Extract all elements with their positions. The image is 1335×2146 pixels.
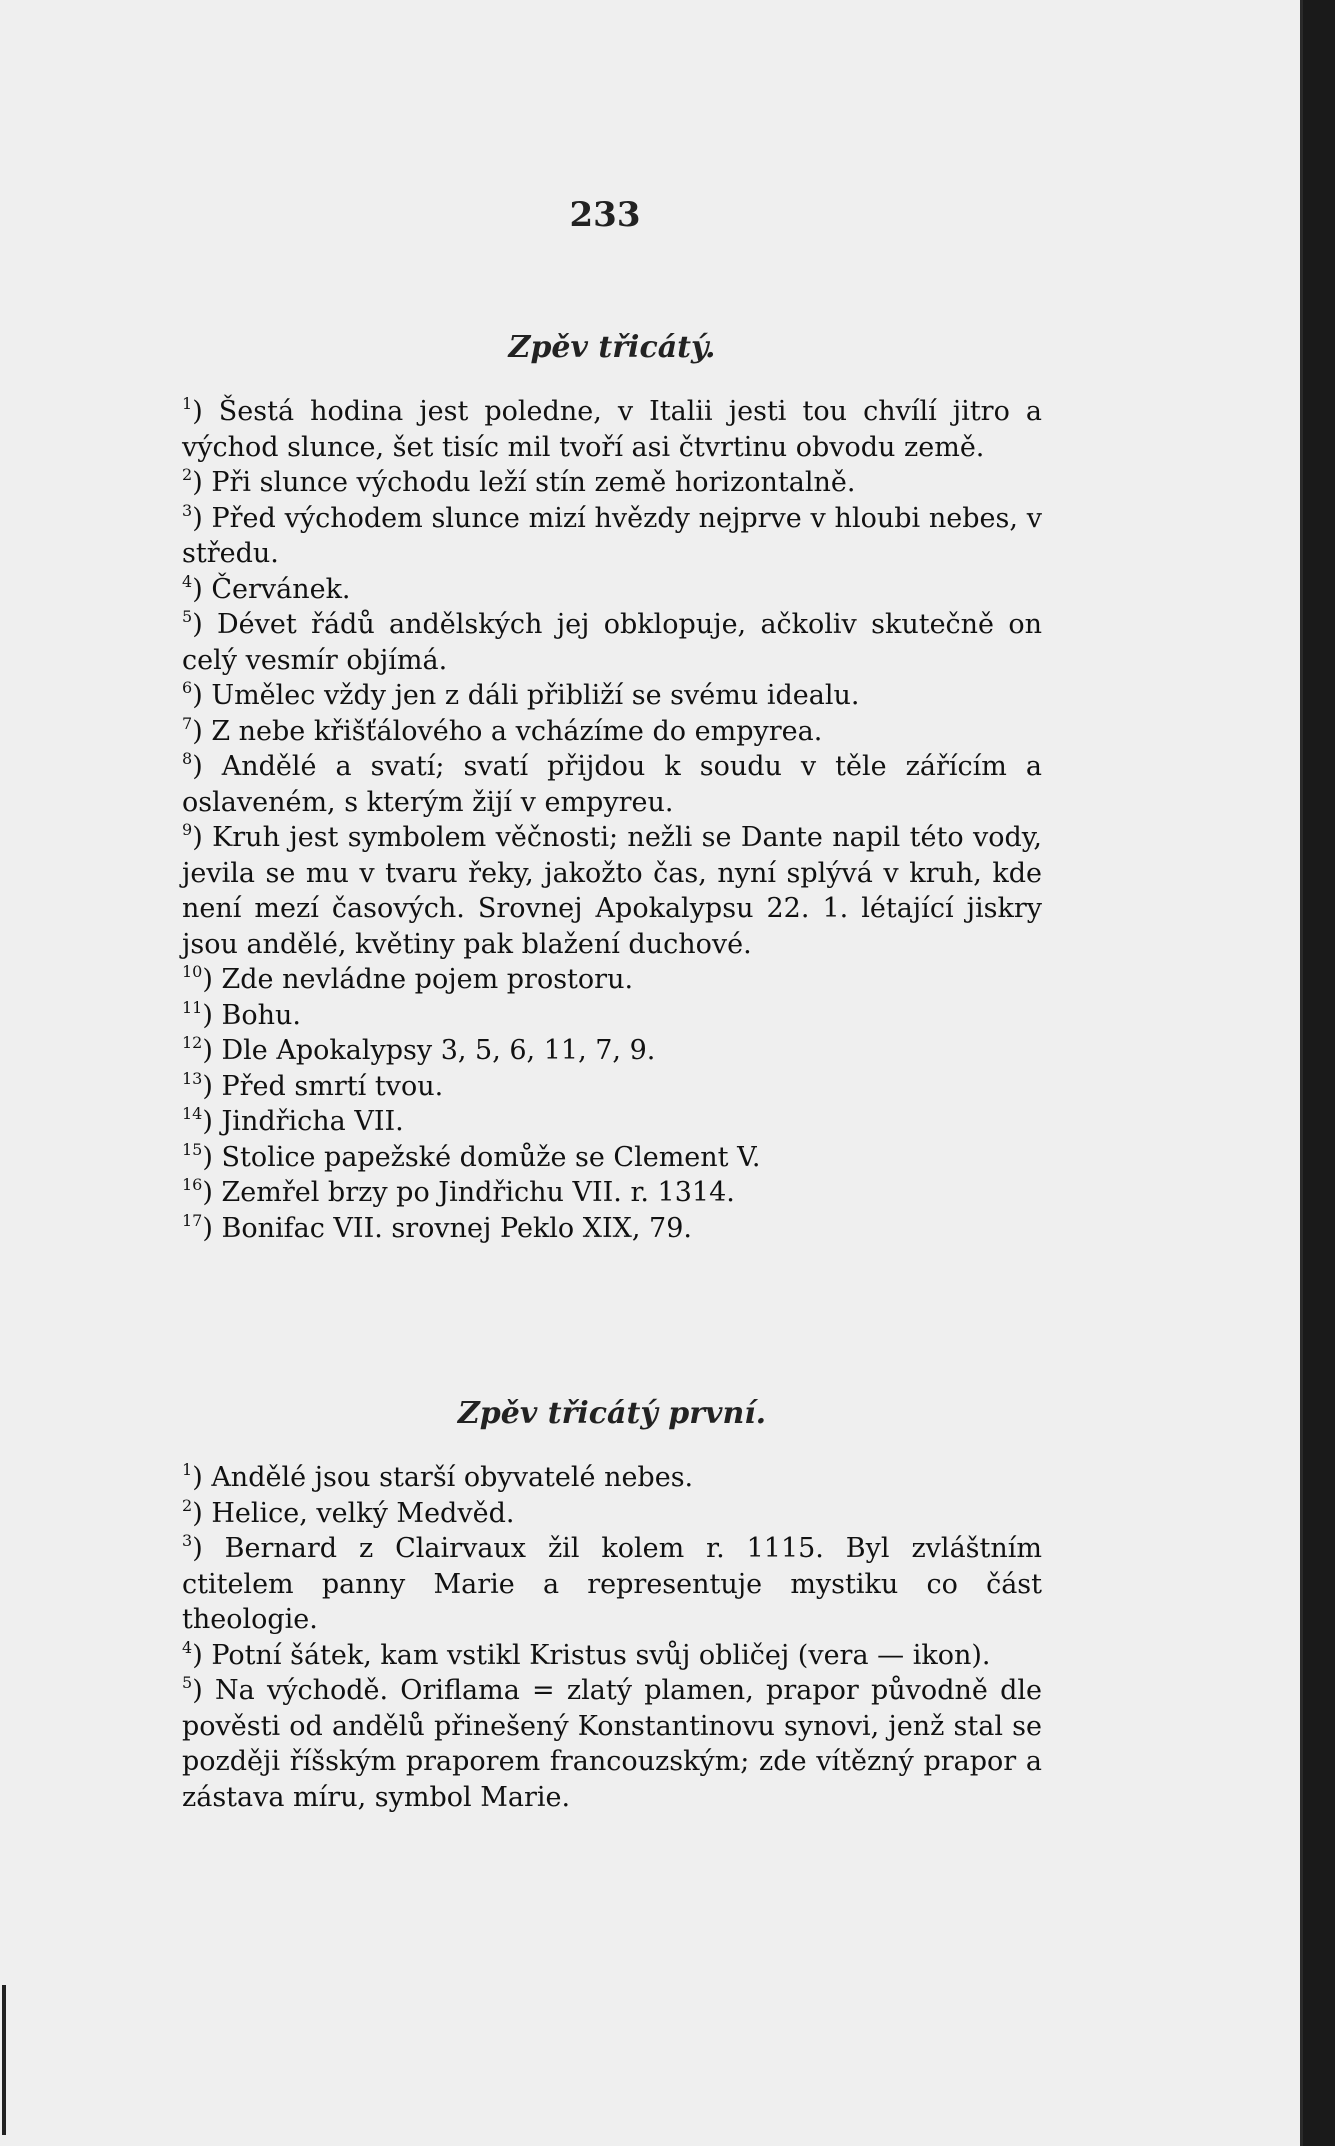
footnote-text: Helice, velký Medvěd. bbox=[211, 1497, 515, 1529]
footnote-number: 3 bbox=[182, 1531, 193, 1550]
footnote: $^9$) Kruh jest symbolem věčnosti; nežli se Dante napil této vody, jevila se mu v tvaru řeky, jakožto čas, nyní splývá v kruh, kde není mezí časových. Srovnej Apokalypsu 22. 1. létající jiskry jsou andělé, květiny pak blažení duchové. bbox=[182, 820, 1042, 960]
footnote: $^4$) Potní šátek, kam vstikl Kristus svůj obličej (vera — ikon). bbox=[182, 1637, 991, 1671]
footnote-number: 13 bbox=[182, 1068, 203, 1088]
footnote-text: Na východě. Oriflama = zlatý plamen, prapor původně dle pověsti od andělů přinešený Konstantinovu synovi, jenž stal se později říšským praporem francouzským; zde vítězný prapor a zástava míru, symbol Marie. bbox=[182, 1675, 1042, 1813]
page-number: 233 bbox=[569, 195, 641, 235]
footnote-text: Dévet řádů andělských jej obklopuje, ačkoliv skutečně on celý vesmír objímá. bbox=[182, 609, 1042, 676]
footnote-text: Šestá hodina jest poledne, v Italii jesti tou chvílí jitro a východ slunce, šet tisíc mil tvoří asi čtvrtinu obvodu země. bbox=[182, 396, 1042, 463]
footnote-text: Andělé a svatí; svatí přijdou k soudu v těle zářícím a oslaveném, s kterým žijí v empyreu. bbox=[182, 751, 1042, 818]
footnote-number: 17 bbox=[182, 1210, 203, 1230]
footnote-number: 2 bbox=[182, 1495, 193, 1515]
section-title: Zpěv třicátý. bbox=[508, 330, 716, 365]
footnote-text: Bonifac VII. srovnej Peklo XIX, 79. bbox=[221, 1212, 692, 1244]
footnote: $^{17}$) Bonifac VII. srovnej Peklo XIX, 79. bbox=[182, 1210, 692, 1244]
footnote-number: 7 bbox=[182, 713, 193, 733]
footnote-number: 1 bbox=[182, 394, 193, 413]
section-title: Zpěv třicátý první. bbox=[457, 1396, 767, 1431]
footnote: $^3$) Bernard z Clairvaux žil kolem r. 1115. Byl zvláštním ctitelem panny Marie a representuje mystiku co část theologie. bbox=[182, 1531, 1043, 1635]
footnote: $^3$) Před východem slunce mizí hvězdy nejprve v hloubi nebes, v středu. bbox=[182, 500, 1042, 569]
footnote-number: 4 bbox=[182, 571, 193, 591]
footnote-number: 10 bbox=[182, 962, 203, 981]
footnote-number: 14 bbox=[182, 1104, 203, 1123]
footnote: $^5$) Na východě. Oriflama = zlatý plamen, prapor původně dle pověsti od andělů přinešený Konstantinovu synovi, jenž stal se později říšským praporem francouzským; zde vítězný prapor a zástava míru, symbol Marie. bbox=[182, 1673, 1042, 1813]
footnote-number: 15 bbox=[182, 1139, 203, 1159]
footnote: $^8$) Andělé a svatí; svatí přijdou k soudu v těle zářícím a oslaveném, s kterým žijí v empyreu. bbox=[182, 749, 1042, 818]
footnote-text: Andělé jsou starší obyvatelé nebes. bbox=[211, 1462, 694, 1493]
footnote-number: 2 bbox=[182, 465, 193, 484]
footnote: $^4$) Červánek. bbox=[182, 571, 351, 605]
footnote-number: 16 bbox=[182, 1175, 203, 1194]
section-canto-31 bbox=[182, 1396, 1042, 1815]
footnote: $^{14}$) Jindřicha VII. bbox=[182, 1104, 404, 1137]
footnote: $^{15}$) Stolice papežské domůže se Clement V. bbox=[182, 1139, 761, 1173]
footnote-text: Zde nevládne pojem prostoru. bbox=[221, 964, 634, 995]
footnote-text: Z nebe křišťálového a vcházíme do empyrea. bbox=[211, 715, 823, 747]
footnote: $^1$) Šestá hodina jest poledne, v Italii jesti tou chvílí jitro a východ slunce, šet tisíc mil tvoří asi čtvrtinu obvodu země. bbox=[182, 394, 1042, 463]
footnote: $^6$) Umělec vždy jen z dáli přibliží se svému idealu. bbox=[182, 678, 860, 711]
footnote-text: Bernard z Clairvaux žil kolem r. 1115. Byl zvláštním ctitelem panny Marie a representuje mystiku co část theologie. bbox=[182, 1533, 1043, 1635]
footnote-text: Jindřicha VII. bbox=[221, 1106, 404, 1137]
footnote: $^{13}$) Před smrtí tvou. bbox=[182, 1068, 444, 1102]
footnote-text: Zemřel brzy po Jindřichu VII. r. 1314. bbox=[221, 1177, 735, 1208]
footnote-text: Při slunce východu leží stín země horizontalně. bbox=[211, 467, 856, 498]
footnote: $^2$) Helice, velký Medvěd. bbox=[182, 1495, 515, 1529]
footnote-number: 1 bbox=[182, 1460, 193, 1479]
section-canto-30 bbox=[182, 330, 1042, 1246]
footnote-text: Před východem slunce mizí hvězdy nejprve v hloubi nebes, v středu. bbox=[182, 502, 1042, 569]
footnote-number: 3 bbox=[182, 500, 193, 520]
footnote: $^{10}$) Zde nevládne pojem prostoru. bbox=[182, 962, 634, 995]
footnote: $^5$) Dévet řádů andělských jej obklopuje, ačkoliv skutečně on celý vesmír objímá. bbox=[182, 607, 1042, 676]
footnote-number: 4 bbox=[182, 1637, 193, 1657]
footnote-number: 8 bbox=[182, 749, 193, 768]
footnote-text: Potní šátek, kam vstikl Kristus svůj obličej (vera — ikon). bbox=[211, 1639, 991, 1671]
footnote-text: Bohu. bbox=[221, 999, 301, 1031]
footnote: $^{12}$) Dle Apokalypsy 3, 5, 6, 11, 7, 9. bbox=[182, 1033, 656, 1066]
footnote-text: Kruh jest symbolem věčnosti; nežli se Dante napil této vody, jevila se mu v tvaru řeky, jakožto čas, nyní splývá v kruh, kde není mezí časových. Srovnej Apokalypsu 22. 1. létající jiskry jsou andělé, květiny pak blažení duchové. bbox=[182, 822, 1042, 960]
footnote: $^{11}$) Bohu. bbox=[182, 997, 301, 1031]
footnote-number: 5 bbox=[182, 607, 193, 626]
footnote-number: 9 bbox=[182, 820, 193, 839]
footnote-number: 6 bbox=[182, 678, 193, 697]
footnote-number: 11 bbox=[182, 997, 203, 1017]
footnote-text: Červánek. bbox=[211, 573, 351, 605]
binding-edge-mark bbox=[2, 1985, 6, 2135]
footnote: $^2$) Při slunce východu leží stín země horizontalně. bbox=[182, 465, 856, 498]
footnote-number: 5 bbox=[182, 1673, 193, 1692]
footnote: $^7$) Z nebe křišťálového a vcházíme do empyrea. bbox=[182, 713, 823, 747]
footnote-number: 12 bbox=[182, 1033, 203, 1052]
footnote: $^1$) Andělé jsou starší obyvatelé nebes. bbox=[182, 1460, 694, 1493]
footnote-text: Dle Apokalypsy 3, 5, 6, 11, 7, 9. bbox=[221, 1035, 656, 1066]
footnote: $^{16}$) Zemřel brzy po Jindřichu VII. r. 1314. bbox=[182, 1175, 735, 1208]
footnote-text: Umělec vždy jen z dáli přibliží se svému idealu. bbox=[211, 680, 860, 711]
footnote-text: Stolice papežské domůže se Clement V. bbox=[221, 1141, 761, 1173]
footnote-text: Před smrtí tvou. bbox=[221, 1070, 444, 1102]
